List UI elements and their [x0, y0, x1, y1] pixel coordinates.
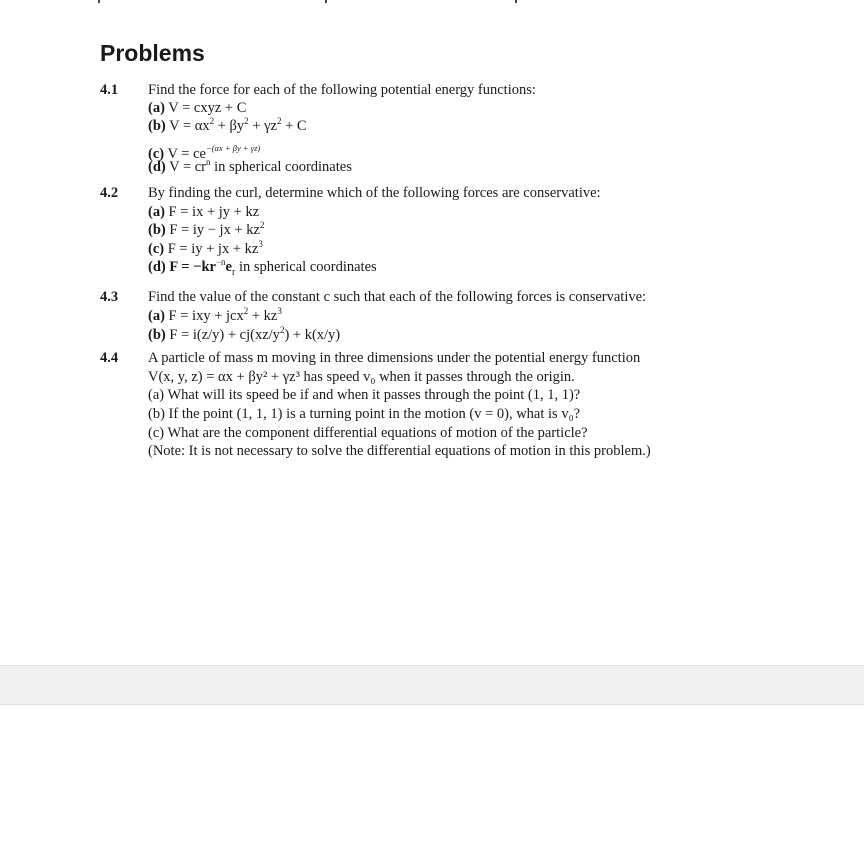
problem-number: 4.1 — [100, 82, 119, 98]
problem-number: 4.2 — [100, 185, 119, 201]
problem-note-line: (Note: It is not necessary to solve the differential equations of motion in this problem.) — [148, 443, 651, 459]
part-b: (b) $V = \alpha x^2 + \beta y^2 + \gamma z^2 + C$ — [148, 116, 307, 134]
part-d: (d) $V = cr^n$ in spherical coordinates — [148, 157, 352, 175]
problem-statement: By finding the curl, determine which of the following forces are conservative: — [148, 185, 601, 201]
problem-statement-line: V(x, y, z) = αx + βy² + γz³ has speed v₀ when it passes through the origin. — [148, 369, 575, 385]
page-footer-band — [0, 665, 864, 705]
section-heading: Problems — [100, 40, 205, 66]
problem-part-line: (c) What are the component differential equations of motion of the particle? — [148, 425, 588, 441]
problem-part-line: (b) If the point (1, 1, 1) is a turning point in the motion (v = 0), what is v₀? — [148, 406, 581, 422]
problem-part-line: (a) What will its speed be if and when it passes through the point (1, 1, 1)? — [148, 387, 581, 403]
part-c: (c) F = iy + jx + $kz^3$ — [148, 239, 263, 257]
part-a: (a) F = ix + jy + kz — [148, 204, 260, 220]
part-b: (b) $F = i(z/y) + cj(xz/y^2) + k(x/y)$ — [148, 325, 341, 343]
problem-number: 4.4 — [100, 350, 119, 366]
cropped-previous-text — [95, 0, 795, 6]
part-d: (d) $F = -kr^{-n}e_r$ in spherical coordinates — [148, 257, 377, 278]
problem-statement: Find the value of the constant c such that each of the following forces is conservative: — [148, 289, 647, 305]
part-a: (a) V = cxyz + C — [148, 100, 247, 116]
part-c: (c) $V = ce^{-(\alpha x + \beta y + \gamma z)}$ — [148, 143, 261, 162]
problem-statement-line: A particle of mass m moving in three dimensions under the potential energy function — [148, 350, 641, 366]
problem-number: 4.3 — [100, 289, 119, 305]
problem-statement: Find the force for each of the following potential energy functions: — [148, 82, 536, 98]
part-a: (a) F = ixy + $jcx^2 + kz^3$ — [148, 306, 282, 324]
part-b: (b) F = iy − jx + $kz^2$ — [148, 220, 265, 238]
